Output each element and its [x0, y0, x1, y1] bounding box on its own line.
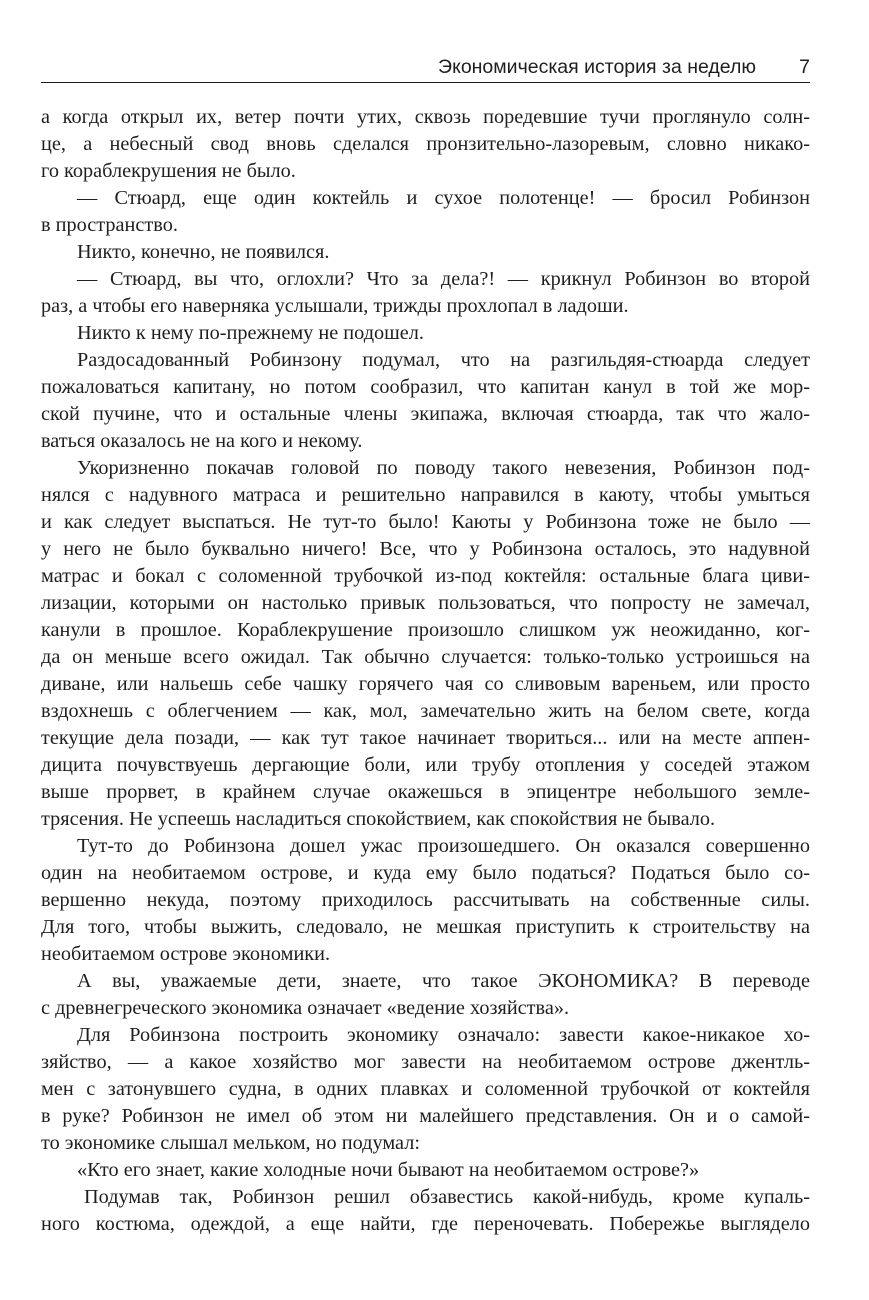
text-line: пожаловаться капитану, но потом сообразил, что капитан канул в той же мор-	[41, 376, 810, 398]
text-line: и как следует выспаться. Не тут-то было! Каюты у Робинзона тоже не было —	[41, 511, 810, 533]
paragraph	[41, 1184, 810, 1238]
paragraph	[41, 239, 810, 266]
text-line: канули в прошлое. Кораблекрушение произошло слишком уж неожиданно, ког-	[41, 619, 810, 641]
text-line: зяйство, — а какое хозяйство мог завести на необитаемом острове джентль-	[41, 1051, 810, 1073]
paragraph	[41, 1022, 810, 1157]
text-line: дицита почувствуешь дергающие боли, или трубу отопления у соседей этажом	[41, 754, 810, 776]
text-line: у него не было буквально ничего! Все, что у Робинзона осталось, это надувной	[41, 538, 810, 560]
text-line: с древнегреческого экономика означает «ведение хозяйства».	[41, 997, 570, 1019]
text-line: в руке? Робинзон не имел об этом ни малейшего представления. Он и о самой-	[41, 1105, 810, 1127]
text-line: — Стюард, вы что, оглохли? Что за дела?! — крикнул Робинзон во второй	[77, 268, 810, 290]
text-line: то экономике слышал мельком, но подумал:	[41, 1132, 420, 1154]
text-line: матрас и бокал с соломенной трубочкой из-под коктейля: остальные блага циви-	[41, 565, 810, 587]
text-line: Никто, конечно, не появился.	[77, 241, 330, 263]
text-line: ской пучине, что и остальные члены экипажа, включая стюарда, так что жало-	[41, 403, 810, 425]
text-line: ваться оказалось не на кого и некому.	[41, 430, 363, 452]
text-line: необитаемом острове экономики.	[41, 943, 331, 965]
page-number: 7	[799, 56, 810, 78]
paragraph	[41, 833, 810, 968]
text-line: А вы, уважаемые дети, знаете, что такое ЭКОНОМИКА? В переводе	[77, 970, 810, 992]
text-line: один на необитаемом острове, и куда ему было податься? Податься было со-	[41, 862, 810, 884]
text-line: диване, или нальешь себе чашку горячего чая со сливовым вареньем, или просто	[41, 673, 810, 695]
paragraph	[41, 266, 810, 320]
text-line: Раздосадованный Робинзону подумал, что на разгильдяя-стюарда следует	[77, 349, 810, 371]
text-line: а когда открыл их, ветер почти утих, сквозь поредевшие тучи проглянуло солн-	[41, 106, 810, 128]
text-line: в пространство.	[41, 214, 178, 236]
text-line: нялся с надувного матраса и решительно направился в каюту, чтобы умыться	[41, 484, 810, 506]
text-line: Для того, чтобы выжить, следовало, не мешкая приступить к строительству на	[41, 916, 810, 938]
text-line: — Стюард, еще один коктейль и сухое полотенце! — бросил Робинзон	[77, 187, 810, 209]
text-line: ного костюма, одеждой, а еще найти, где переночевать. Побережье выглядело	[41, 1213, 810, 1235]
text-line: Для Робинзона построить экономику означало: завести какое-никакое хо-	[77, 1024, 810, 1046]
text-line: го кораблекрушения не было.	[41, 160, 296, 182]
text-line: лизации, которыми он настолько привык пользоваться, что попросту не замечал,	[41, 592, 810, 614]
paragraph	[41, 1157, 810, 1184]
text-line: Укоризненно покачав головой по поводу такого невезения, Робинзон под-	[77, 457, 810, 479]
text-line: вздохнешь с облегчением — как, мол, замечательно жить на белом свете, когда	[41, 700, 810, 722]
text-line: Тут-то до Робинзона дошел ужас произошедшего. Он оказался совершенно	[77, 835, 810, 857]
text-line: Подумав так, Робинзон решил обзавестись какой-нибудь, кроме купаль-	[84, 1186, 810, 1208]
text-line: выше прорвет, в крайнем случае окажешься в эпицентре небольшого земле-	[41, 781, 810, 803]
paragraph	[41, 104, 810, 185]
body-text	[41, 104, 810, 1238]
text-line: вершенно некуда, поэтому приходилось рассчитывать на собственные силы.	[41, 889, 810, 911]
paragraph	[41, 455, 810, 833]
text-line: да он меньше всего ожидал. Так обычно случается: только-только устроишься на	[41, 646, 810, 668]
paragraph	[41, 185, 810, 239]
text-line: це, а небесный свод вновь сделался пронзительно-лазоревым, словно никако-	[41, 133, 810, 155]
running-title: Экономическая история за неделю	[438, 56, 756, 78]
text-line: трясения. Не успеешь насладиться спокойствием, как спокойствия не бывало.	[41, 808, 716, 830]
text-line: мен с затонувшего судна, в одних плавках и соломенной трубочкой от коктейля	[41, 1078, 810, 1100]
text-line: текущие дела позади, — как тут такое начинает твориться... или на месте аппен-	[41, 727, 810, 749]
running-header	[41, 56, 810, 83]
text-line: раз, а чтобы его наверняка услышали, трижды прохлопал в ладоши.	[41, 295, 629, 317]
paragraph	[41, 347, 810, 455]
text-line: Никто к нему по-прежнему не подошел.	[77, 322, 424, 344]
paragraph	[41, 320, 810, 347]
paragraph	[41, 968, 810, 1022]
text-line: «Кто его знает, какие холодные ночи бывают на необитаемом острове?»	[77, 1159, 700, 1181]
